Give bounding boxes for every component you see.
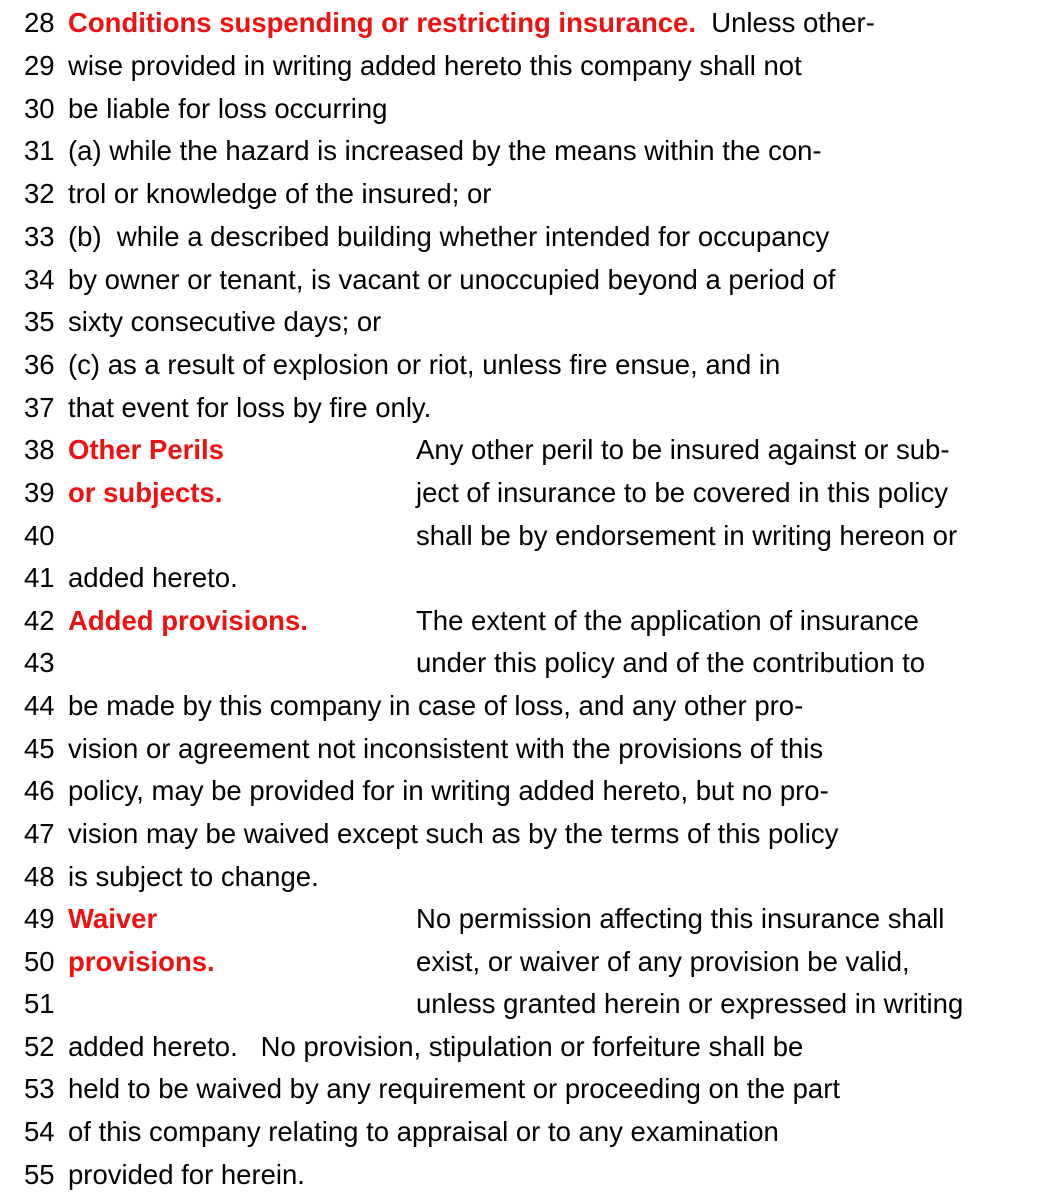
line-text: exist, or waiver of any provision be valid, xyxy=(416,946,910,977)
section-heading: provisions. xyxy=(68,946,215,977)
policy-line xyxy=(24,855,1054,898)
line-number: 44 xyxy=(24,690,55,721)
policy-line xyxy=(24,514,1054,557)
policy-line xyxy=(24,641,1054,684)
policy-line xyxy=(24,471,1054,514)
line-text: of this company relating to appraisal or to any examination xyxy=(68,1116,779,1147)
policy-line xyxy=(24,940,1054,983)
policy-line xyxy=(24,300,1054,343)
line-text: is subject to change. xyxy=(68,861,319,892)
policy-line xyxy=(24,684,1054,727)
section-heading: Other Perils xyxy=(68,434,224,465)
line-number: 52 xyxy=(24,1031,55,1062)
line-number: 39 xyxy=(24,477,55,508)
line-number: 33 xyxy=(24,221,55,252)
line-number: 30 xyxy=(24,93,55,124)
line-number: 53 xyxy=(24,1073,55,1104)
line-text: (a) while the hazard is increased by the means within the con- xyxy=(68,135,822,166)
line-number: 47 xyxy=(24,818,55,849)
line-number: 45 xyxy=(24,733,55,764)
section-heading: Conditions suspending or restricting insurance. xyxy=(68,7,696,38)
line-text: be liable for loss occurring xyxy=(68,93,388,124)
line-number: 29 xyxy=(24,50,55,81)
line-text: Unless other- xyxy=(696,7,875,38)
line-number: 55 xyxy=(24,1159,55,1190)
line-text: The extent of the application of insurance xyxy=(416,605,919,636)
line-number: 37 xyxy=(24,392,55,423)
policy-line xyxy=(24,44,1054,87)
line-number: 54 xyxy=(24,1116,55,1147)
line-number: 36 xyxy=(24,349,55,380)
line-text: trol or knowledge of the insured; or xyxy=(68,178,492,209)
section-heading: or subjects. xyxy=(68,477,223,508)
policy-line xyxy=(24,172,1054,215)
policy-line xyxy=(24,343,1054,386)
policy-line xyxy=(24,215,1054,258)
line-text: policy, may be provided for in writing added hereto, but no pro- xyxy=(68,775,829,806)
line-text: by owner or tenant, is vacant or unoccupied beyond a period of xyxy=(68,264,836,295)
policy-line xyxy=(24,129,1054,172)
line-text: vision or agreement not inconsistent with the provisions of this xyxy=(68,733,824,764)
line-number: 31 xyxy=(24,135,55,166)
policy-line xyxy=(24,428,1054,471)
policy-line xyxy=(24,812,1054,855)
line-number: 50 xyxy=(24,946,55,977)
line-text: added hereto. xyxy=(68,562,238,593)
line-text: shall be by endorsement in writing hereon or xyxy=(416,520,958,551)
line-number: 48 xyxy=(24,861,55,892)
line-text: that event for loss by fire only. xyxy=(68,392,432,423)
line-number: 42 xyxy=(24,605,55,636)
line-text: under this policy and of the contribution to xyxy=(416,647,926,678)
policy-line xyxy=(24,1025,1054,1068)
policy-line xyxy=(24,258,1054,301)
policy-line xyxy=(24,1067,1054,1110)
policy-line xyxy=(24,769,1054,812)
line-text: (c) as a result of explosion or riot, unless fire ensue, and in xyxy=(68,349,781,380)
line-text: (b) while a described building whether intended for occupancy xyxy=(68,221,830,252)
line-number: 46 xyxy=(24,775,55,806)
line-text: No permission affecting this insurance shall xyxy=(416,903,945,934)
policy-line xyxy=(24,556,1054,599)
policy-line xyxy=(24,599,1054,642)
line-text: provided for herein. xyxy=(68,1159,305,1190)
policy-line xyxy=(24,1,1054,44)
policy-line xyxy=(24,1153,1054,1196)
line-text: ject of insurance to be covered in this policy xyxy=(416,477,948,508)
line-number: 41 xyxy=(24,562,55,593)
section-heading: Waiver xyxy=(68,903,158,934)
line-text: sixty consecutive days; or xyxy=(68,306,382,337)
line-text: Any other peril to be insured against or sub- xyxy=(416,434,950,465)
line-text: held to be waived by any requirement or proceeding on the part xyxy=(68,1073,841,1104)
line-number: 35 xyxy=(24,306,55,337)
policy-line xyxy=(24,87,1054,130)
line-text: be made by this company in case of loss, and any other pro- xyxy=(68,690,804,721)
policy-line xyxy=(24,897,1054,940)
policy-line xyxy=(24,727,1054,770)
line-number: 40 xyxy=(24,520,55,551)
section-heading: Added provisions. xyxy=(68,605,308,636)
line-number: 34 xyxy=(24,264,55,295)
policy-line xyxy=(24,386,1054,429)
policy-line xyxy=(24,982,1054,1025)
line-number: 51 xyxy=(24,988,55,1019)
line-text: unless granted herein or expressed in writing xyxy=(416,988,964,1019)
line-text: wise provided in writing added hereto this company shall not xyxy=(68,50,802,81)
line-text: added hereto. No provision, stipulation or forfeiture shall be xyxy=(68,1031,804,1062)
line-text: vision may be waived except such as by the terms of this policy xyxy=(68,818,839,849)
line-number: 43 xyxy=(24,647,55,678)
line-number: 38 xyxy=(24,434,55,465)
line-number: 49 xyxy=(24,903,55,934)
line-number: 32 xyxy=(24,178,55,209)
policy-line xyxy=(24,1110,1054,1153)
line-number: 28 xyxy=(24,7,55,38)
